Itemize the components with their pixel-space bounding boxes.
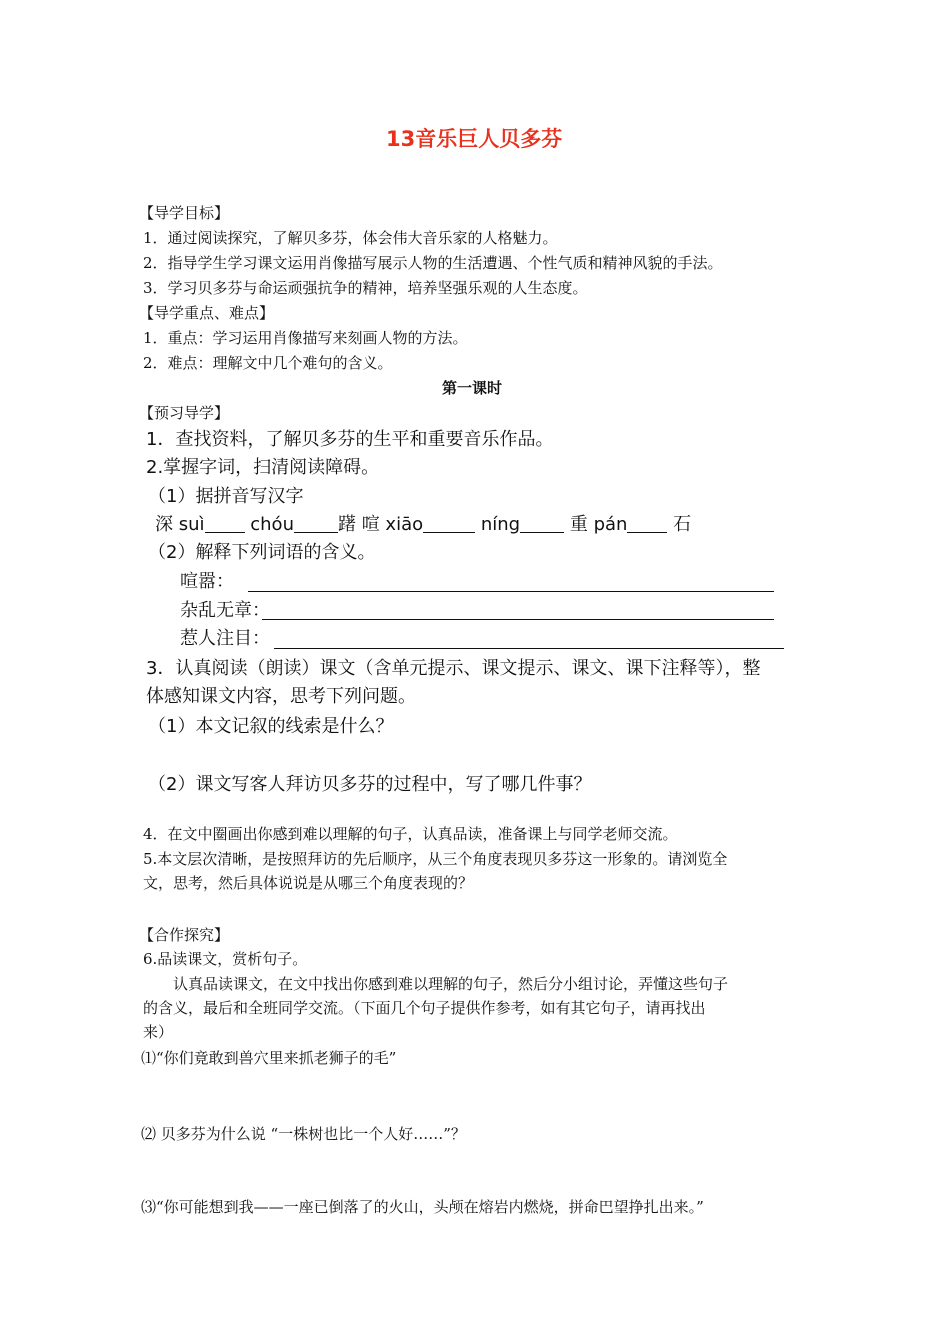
preview-q4: 4．在文中圈画出你感到难以理解的句子，认真品读，准备课上与同学老师交流。 — [143, 825, 678, 843]
page-title: 13音乐巨人贝多芬 — [386, 127, 563, 151]
key-point-item: 1．重点：学习运用肖像描写来刻画人物的方法。 — [143, 329, 468, 347]
cooperate-paragraph: 的含义，最后和全班同学交流。（下面几个句子提供作参考，如有其它句子，请再找出 — [143, 999, 706, 1017]
preview-q2: 2.掌握字词，扫清阅读障碍。 — [146, 457, 380, 478]
blank — [423, 516, 475, 533]
preview-q2-2: （2）解释下列词语的含义。 — [148, 542, 376, 563]
sentence-item: ⑴“你们竟敢到兽穴里来抓老狮子的毛” — [141, 1049, 397, 1067]
pinyin-item: 石 — [673, 514, 692, 535]
preview-q2-1: （1）据拼音写汉字 — [148, 486, 304, 507]
key-point-item: 2．难点：理解文中几个难句的含义。 — [143, 354, 393, 372]
pinyin-item: 躇 喧 xiāo — [337, 514, 424, 535]
preview-q1: 1．查找资料，了解贝多芬的生平和重要音乐作品。 — [146, 429, 554, 450]
preview-q3-1: （1）本文记叙的线索是什么？ — [148, 716, 394, 737]
cooperate-heading: 【合作探究】 — [139, 926, 230, 944]
goals-heading: 【导学目标】 — [139, 204, 230, 222]
word-label: 喧嚣： — [180, 571, 234, 592]
pinyin-item: 重 pán — [569, 514, 628, 535]
pinyin-item: 深 suì — [155, 514, 205, 535]
answer-line — [274, 648, 784, 649]
goal-item: 2．指导学生学习课文运用肖像描写展示人物的生活遭遇、个性气质和精神风貌的手法。 — [143, 254, 723, 272]
sentence-item: ⑵ 贝多芬为什么说 “一株树也比一个人好……”？ — [141, 1125, 466, 1143]
goal-item: 1．通过阅读探究，了解贝多芬，体会伟大音乐家的人格魅力。 — [143, 229, 558, 247]
answer-line — [262, 619, 774, 620]
cooperate-paragraph: 认真品读课文，在文中找出你感到难以理解的句子，然后分小组讨论，弄懂这些句子 — [173, 975, 729, 993]
goal-item: 3．学习贝多芬与命运顽强抗争的精神，培养坚强乐观的人生态度。 — [143, 279, 588, 297]
preview-q3: 体感知课文内容，思考下列问题。 — [146, 686, 416, 707]
preview-q3: 3．认真阅读（朗读）课文（含单元提示、课文提示、课文、课下注释等），整 — [146, 658, 761, 679]
lesson-title: 第一课时 — [442, 379, 503, 397]
word-label: 杂乱无章： — [180, 600, 270, 621]
preview-q3-2: （2）课文写客人拜访贝多芬的过程中，写了哪几件事？ — [148, 774, 592, 795]
cooperate-paragraph: 来） — [143, 1023, 174, 1041]
pinyin-row — [155, 513, 691, 537]
blank — [294, 516, 338, 533]
blank — [520, 516, 564, 533]
pinyin-item: chóu — [250, 514, 294, 535]
preview-q5: 文，思考，然后具体说说是从哪三个角度表现的？ — [143, 874, 474, 892]
blank — [205, 516, 245, 533]
pinyin-item: níng — [480, 514, 521, 535]
sentence-item: ⑶“你可能想到我——一座已倒落了的火山，头颅在熔岩内燃烧，拼命巴望挣扎出来。” — [141, 1198, 704, 1216]
word-label: 惹人注目： — [180, 628, 270, 649]
answer-line — [248, 591, 774, 592]
key-points-heading: 【导学重点、难点】 — [139, 304, 275, 322]
preview-q5: 5.本文层次清晰，是按照拜访的先后顺序，从三个角度表现贝多芬这一形象的。请浏览全 — [143, 850, 728, 868]
preview-heading: 【预习导学】 — [139, 404, 230, 422]
blank — [627, 516, 667, 533]
cooperate-q6: 6.品读课文，赏析句子。 — [143, 950, 308, 968]
